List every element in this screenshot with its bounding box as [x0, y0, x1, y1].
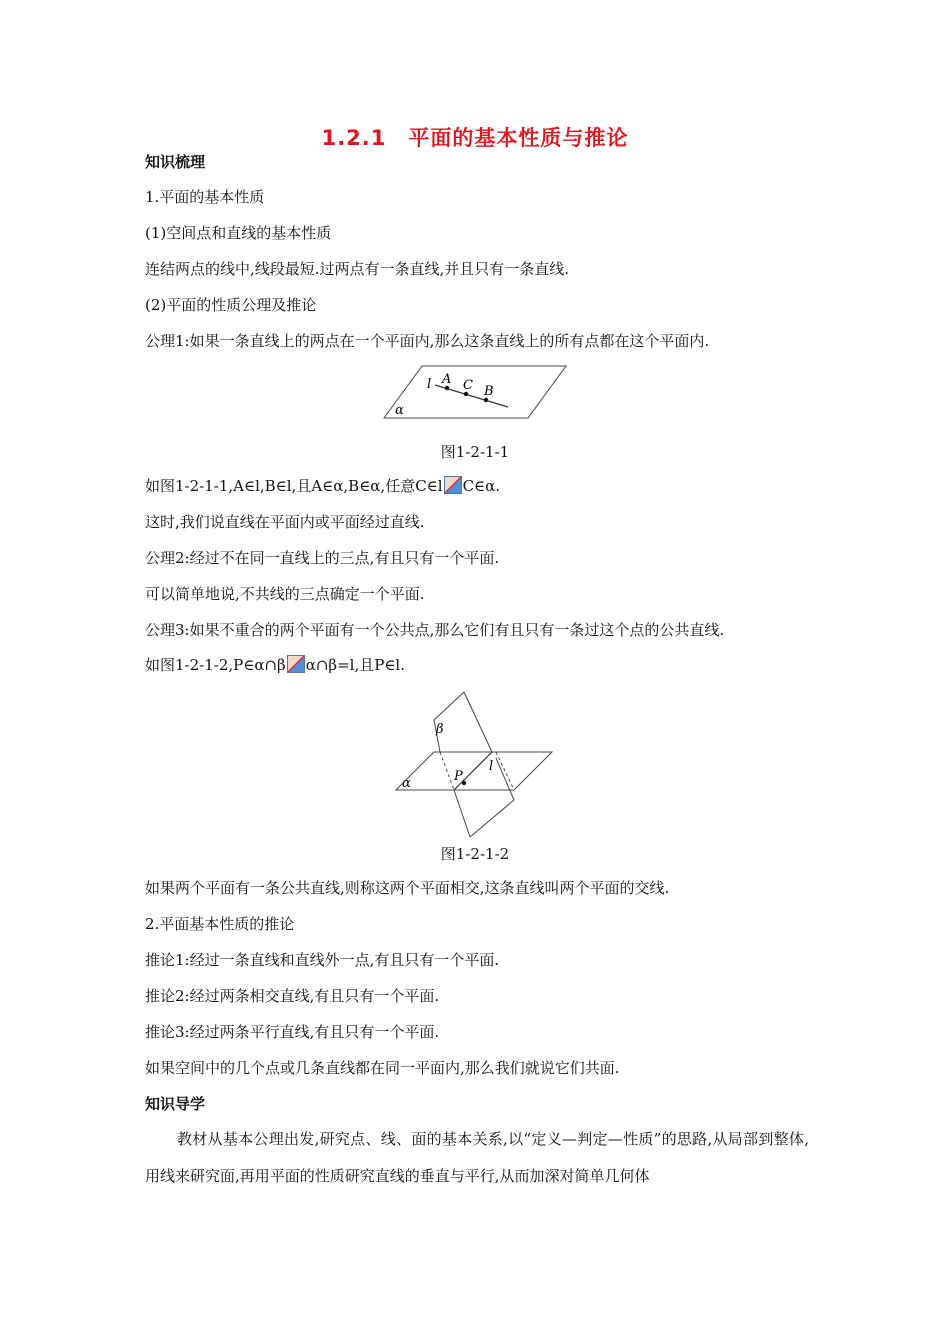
section-heading-knowledge-guide: 知识导学	[145, 1095, 206, 1113]
text-line: 如果空间中的几个点或几条直线都在同一平面内,那么我们就说它们共面.	[145, 1059, 620, 1077]
label-line-l: l	[489, 759, 494, 774]
text-line: 1.平面的基本性质	[145, 188, 265, 206]
text-line: 可以简单地说,不共线的三点确定一个平面.	[145, 585, 425, 603]
guide-paragraph: 教材从基本公理出发,研究点、线、面的基本关系,以“定义—判定—性质”的思路,从局部到整体,用线来研究面,再用平面的性质研究直线的垂直与平行,从而加深对简单几何体	[145, 1130, 809, 1185]
figure-caption: 图1-2-1-2	[440, 845, 510, 863]
text-segment: α∩β=l,且P∈l.	[305, 656, 405, 674]
label-plane-beta: β	[436, 722, 444, 737]
text-segment: 如图1-2-1-2,P∈α∩β	[145, 656, 286, 674]
corollary-3: 推论3:经过两条平行直线,有且只有一个平面.	[145, 1023, 440, 1041]
corollary-2: 推论2:经过两条相交直线,有且只有一个平面.	[145, 987, 440, 1005]
text-line	[145, 476, 500, 496]
axiom-2: 公理2:经过不在同一直线上的三点,有且只有一个平面.	[145, 549, 500, 567]
label-line-l: l	[427, 377, 432, 392]
text-segment: 如图1-2-1-1,A∈l,B∈l,且A∈α,B∈α,任意C∈l	[145, 477, 443, 495]
text-line: 2.平面基本性质的推论	[145, 915, 295, 933]
axiom-3: 公理3:如果不重合的两个平面有一个公共点,那么它们有且只有一条过这个点的公共直线.	[145, 621, 725, 639]
section-heading-knowledge-review: 知识梳理	[145, 153, 206, 171]
text-line: (2)平面的性质公理及推论	[145, 296, 317, 314]
text-line: (1)空间点和直线的基本性质	[145, 224, 332, 242]
implies-symbol-image	[287, 655, 305, 673]
label-plane-alpha: α	[402, 776, 411, 791]
label-point-b: B	[484, 384, 494, 399]
label-point-p: P	[454, 769, 463, 784]
text-line: 连结两点的线中,线段最短.过两点有一条直线,并且只有一条直线.	[145, 260, 570, 278]
figure-caption: 图1-2-1-1	[440, 443, 510, 461]
label-plane-alpha: α	[395, 403, 404, 418]
figure-intersecting-planes	[392, 690, 554, 840]
label-point-a: A	[442, 372, 452, 387]
implies-symbol-image	[444, 476, 462, 494]
figure-plane-with-line	[380, 362, 570, 422]
page-title: 1.2.1 平面的基本性质与推论	[321, 126, 629, 150]
text-segment: C∈α.	[462, 477, 501, 495]
text-line	[145, 655, 405, 675]
axiom-1: 公理1:如果一条直线上的两点在一个平面内,那么这条直线上的所有点都在这个平面内.	[145, 332, 710, 350]
corollary-1: 推论1:经过一条直线和直线外一点,有且只有一个平面.	[145, 951, 500, 969]
text-line: 如果两个平面有一条公共直线,则称这两个平面相交,这条直线叫两个平面的交线.	[145, 879, 670, 897]
text-line: 这时,我们说直线在平面内或平面经过直线.	[145, 513, 425, 531]
label-point-c: C	[463, 378, 473, 393]
